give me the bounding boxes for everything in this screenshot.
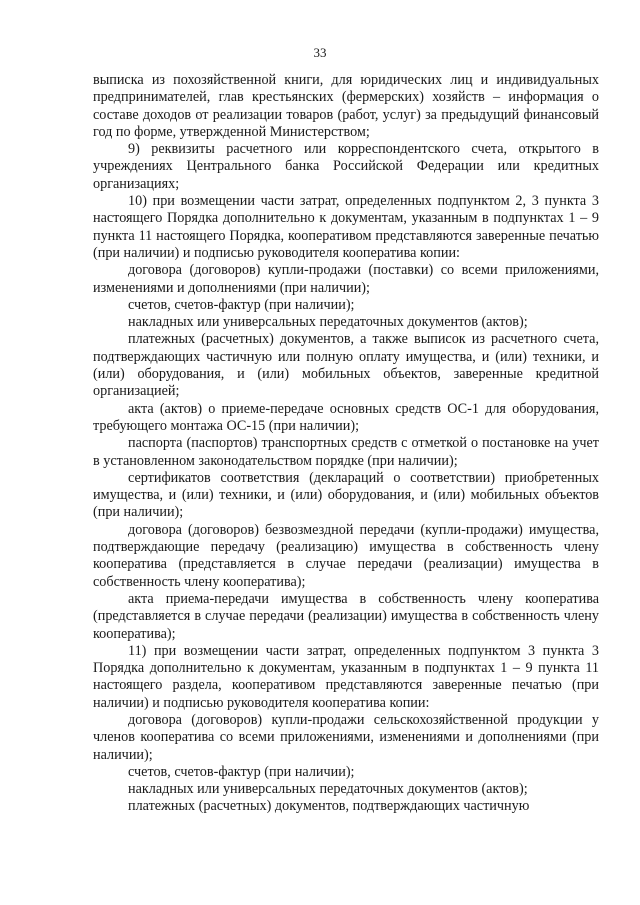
- paragraph-payments: платежных (расчетных) документов, а также выписок из расчетного счета, подтверждающих частичную или полную оплату имущества, и (или) техники, и (или) оборудования, и (или) мобильных объектов, заверенные кредитной организацией;: [93, 331, 599, 400]
- paragraph-item-11: 11) при возмещении части затрат, определенных подпунктом 3 пункта 3 Порядка дополнительно к документам, указанным в подпунктах 1 – 9 пункта 11 настоящего раздела, кооперативом представляются заверенные печатью (при наличии) и подписью руководителя кооператива копии:: [93, 642, 599, 711]
- paragraph-waybills-2: накладных или универсальных передаточных документов (актов);: [128, 781, 528, 798]
- paragraph-waybills: накладных или универсальных передаточных документов (актов);: [128, 314, 528, 331]
- paragraph-passports: паспорта (паспортов) транспортных средств с отметкой о постановке на учет в установленном законодательством порядке (при наличии);: [93, 435, 599, 469]
- paragraph-0: выписка из похозяйственной книги, для юридических лиц и индивидуальных предпринимателей, глав крестьянских (фермерских) хозяйств – информация о составе доходов от реализации товаров (работ, услуг) за предыдущий финансовый год по форме, утвержденной Министерством;: [93, 72, 599, 140]
- page-number: 33: [313, 45, 327, 60]
- paragraph-payments-2: платежных (расчетных) документов, подтверждающих частичную: [128, 798, 530, 815]
- paragraph-transfer-act: акта приема-передачи имущества в собственность члену кооператива (представляется в случае передачи (реализации) имущества в собственность члену кооператива);: [93, 590, 599, 642]
- paragraph-acts: акта (актов) о приеме-передаче основных средств ОС-1 для оборудования, требующего монтажа ОС-15 (при наличии);: [93, 400, 599, 434]
- paragraph-purchase-contract: договора (договоров) купли-продажи сельскохозяйственной продукции у членов кооператива со всеми приложениями, изменениями и дополнениями (при наличии);: [93, 711, 599, 763]
- paragraph-transfer-contract: договора (договоров) безвозмездной передачи (купли-продажи) имущества, подтверждающие передачу (реализацию) имущества в собственность члену кооператива (представляется в случае передачи (реализации) имущества в собственность члену кооператива);: [93, 521, 599, 590]
- paragraph-certificates: сертификатов соответствия (деклараций о соответствии) приобретенных имущества, и (или) техники, и (или) оборудования, и (или) мобильных объектов (при наличии);: [93, 469, 599, 521]
- paragraph-item-9: 9) реквизиты расчетного или корреспондентского счета, открытого в учреждениях Центрального банка Российской Федерации или кредитных организациях;: [93, 141, 599, 192]
- paragraph-invoices-2: счетов, счетов-фактур (при наличии);: [128, 763, 355, 780]
- paragraph-contract: договора (договоров) купли-продажи (поставки) со всеми приложениями, изменениями и дополнениями (при наличии);: [93, 262, 599, 296]
- paragraph-item-10: 10) при возмещении части затрат, определенных подпунктом 2, 3 пункта 3 настоящего Порядка дополнительно к документам, указанным в подпунктах 1 – 9 пункта 11 настоящего Порядка, кооперативом представляются заверенные печатью (при наличии) и подписью руководителя кооператива копии:: [93, 193, 599, 261]
- paragraph-invoices: счетов, счетов-фактур (при наличии);: [128, 296, 355, 313]
- document-body: [93, 72, 599, 816]
